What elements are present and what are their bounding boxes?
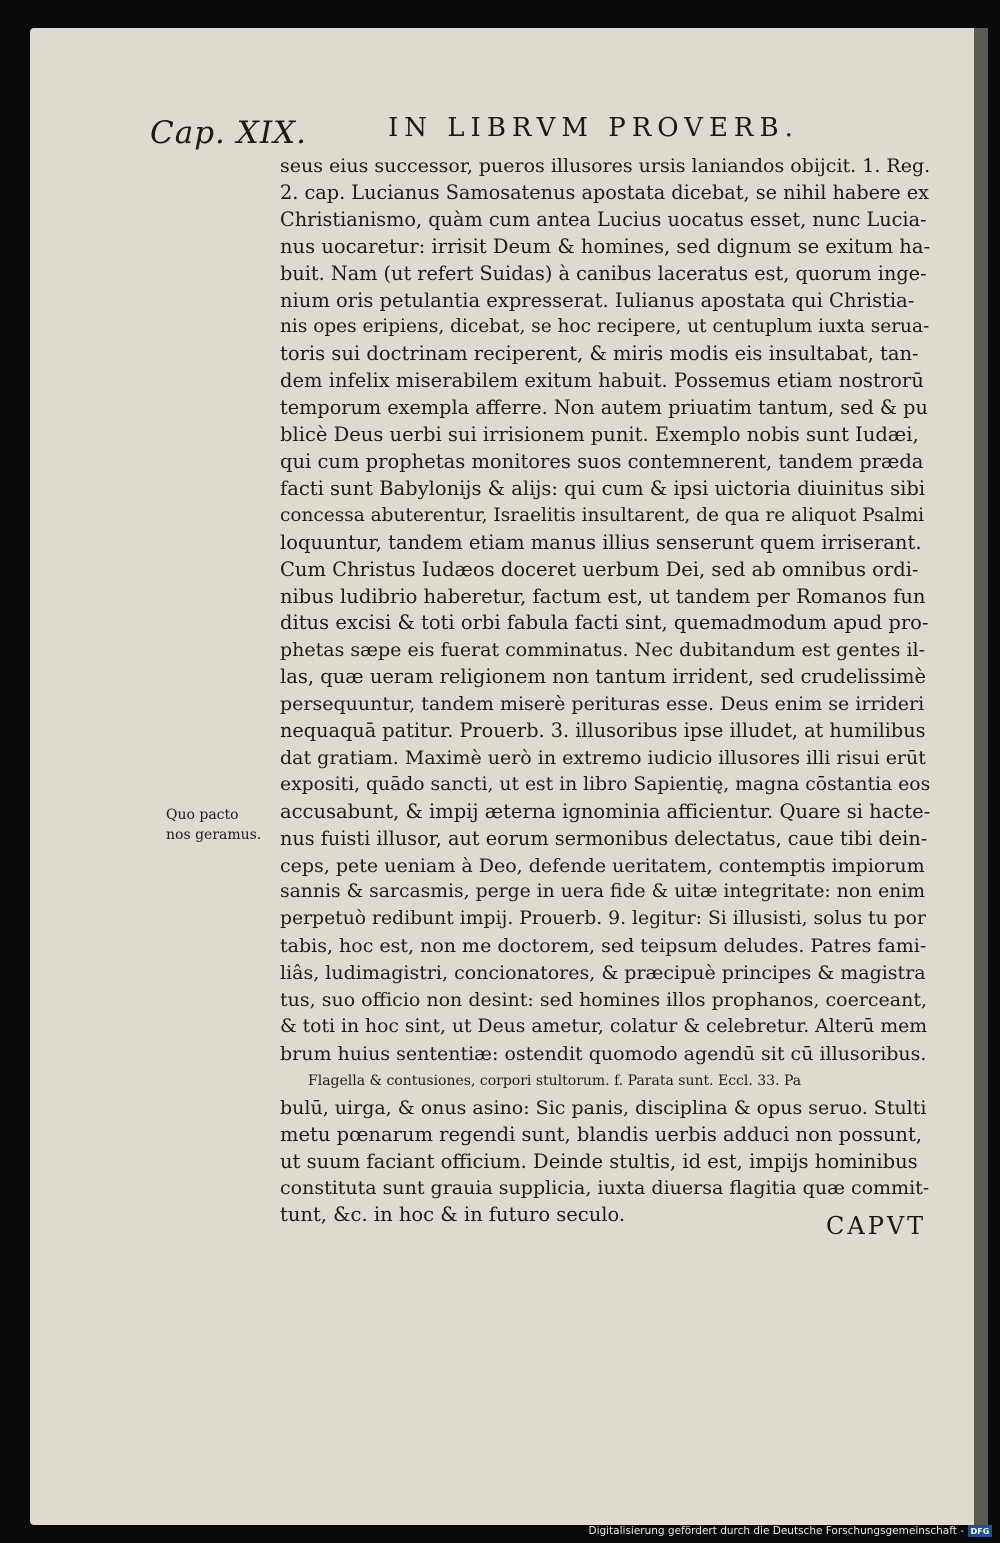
text-line: temporum exempla afferre. Non autem priuatim tantum, sed & pu <box>280 396 928 420</box>
text-line: concessa abuterentur, Israelitis insultarent, de qua re aliquot Psalmi <box>280 504 925 526</box>
text-line: nium oris petulantia expresserat. Iulianus apostata qui Christia- <box>280 288 915 312</box>
text-line: 2. cap. Lucianus Samosatenus apostata dicebat, se nihil habere ex <box>280 180 930 204</box>
footer <box>588 1523 992 1539</box>
text-line: liâs, ludimagistri, concionatores, & præcipuè principes & magistra <box>280 962 926 985</box>
text-line: loquuntur, tandem etiam manus illius senserunt quem irriserant. <box>280 530 922 554</box>
text-line: seus eius successor, pueros illusores ursis laniandos obijcit. 1. Reg. <box>280 155 931 177</box>
text-line: blicè Deus uerbi sui irrisionem punit. Exemplo nobis sunt Iudæi, <box>280 423 919 447</box>
margin-note <box>166 805 276 845</box>
text-line: dat gratiam. Maximè uerò in extremo iudicio illusores illi risui erūt <box>280 746 926 769</box>
catchword: CAPVT <box>826 1212 927 1240</box>
text-line: nequaquā patitur. Prouerb. 3. illusoribus ipse illudet, at humilibus <box>280 719 926 743</box>
text-line: & toti in hoc sint, ut Deus ametur, colatur & celebretur. Alterū mem <box>280 1016 927 1037</box>
text-line: metu pœnarum regendi sunt, blandis uerbis adduci non possunt, <box>280 1122 922 1146</box>
chapter-heading: Cap. XIX. <box>150 115 307 151</box>
margin-note-line: nos geramus. <box>166 827 262 843</box>
text-line: phetas sæpe eis fuerat comminatus. Nec dubitandum est gentes il- <box>280 639 926 662</box>
scan-edge <box>974 28 988 1525</box>
text-line: tunt, &c. in hoc & in futuro seculo. <box>280 1203 626 1227</box>
text-line: Flagella & contusiones, corpori stultorum. f. Parata sunt. Eccl. 33. Pa <box>308 1072 802 1089</box>
text-line: accusabunt, & impij æterna ignominia afficientur. Quare si hacte- <box>280 799 931 823</box>
text-line: Cum Christus Iudæos doceret uerbum Dei, sed ab omnibus ordi- <box>280 557 919 581</box>
text-line: nus fuisti illusor, aut eorum sermonibus delectatus, caue tibi dein- <box>280 826 928 850</box>
dfg-logo-icon: DFG <box>968 1525 992 1537</box>
text-line: las, quæ ueram religionem non tantum irrident, sed crudelissimè <box>280 665 927 689</box>
text-line: toris sui doctrinam reciperent, & miris modis eis insultabat, tan- <box>280 342 919 366</box>
margin-note-line: Quo pacto <box>166 807 239 823</box>
text-line: tabis, hoc est, non me doctorem, sed teipsum deludes. Patres fami- <box>280 935 927 958</box>
text-line: persequuntur, tandem miserè perituras esse. Deus enim se irrideri <box>280 693 925 716</box>
text-line: sannis & sarcasmis, perge in uera fide & uitæ integritate: non enim <box>280 881 926 903</box>
text-line: brum huius sententiæ: ostendit quomodo agendū sit cū illusoribus. <box>280 1042 927 1065</box>
text-line: ut suum faciant officium. Deinde stultis, id est, impijs hominibus <box>280 1149 918 1173</box>
text-line: Christianismo, quàm cum antea Lucius uocatus esset, nunc Lucia- <box>280 207 927 231</box>
text-line: nibus ludibrio haberetur, factum est, ut tandem per Romanos fun <box>280 584 926 608</box>
text-line: ceps, pete ueniam à Deo, defende ueritatem, contemptis impiorum <box>280 854 925 877</box>
body-text <box>280 153 930 1229</box>
text-line: bulū, uirga, & onus asino: Sic panis, disciplina & opus seruo. Stulti <box>280 1096 927 1119</box>
text-line: nus uocaretur: irrisit Deum & homines, sed dignum se exitum ha- <box>280 234 931 258</box>
text-line: dem infelix miserabilem exitum habuit. Possemus etiam nostrorū <box>280 369 924 393</box>
text-line: tus, suo officio non desint: sed homines illos prophanos, coerceant, <box>280 989 928 1012</box>
text-line: nis opes eripiens, dicebat, se hoc recipere, ut centuplum iuxta serua- <box>280 316 930 338</box>
text-line: constituta sunt grauia supplicia, iuxta diuersa flagitia quæ commit- <box>280 1177 930 1200</box>
text-line: qui cum prophetas monitores suos contemnerent, tandem præda <box>280 449 924 473</box>
text-line: perpetuò redibunt impij. Prouerb. 9. legitur: Si illusisti, solus tu por <box>280 908 926 930</box>
funding-notice: Digitalisierung gefördert durch die Deutsche Forschungsgemeinschaft - <box>588 1525 964 1537</box>
text-line: ditus excisi & toti orbi fabula facti sint, quemadmodum apud pro- <box>280 611 929 635</box>
running-title: IN LIBRVM PROVERB. <box>388 113 799 143</box>
text-line: facti sunt Babylonijs & alijs: qui cum & ipsi uictoria diuinitus sibi <box>280 476 926 500</box>
text-line: buit. Nam (ut refert Suidas) à canibus laceratus est, quorum inge- <box>280 261 927 285</box>
text-line: expositi, quādo sancti, ut est in libro Sapientię, magna cōstantia eos <box>280 773 931 795</box>
